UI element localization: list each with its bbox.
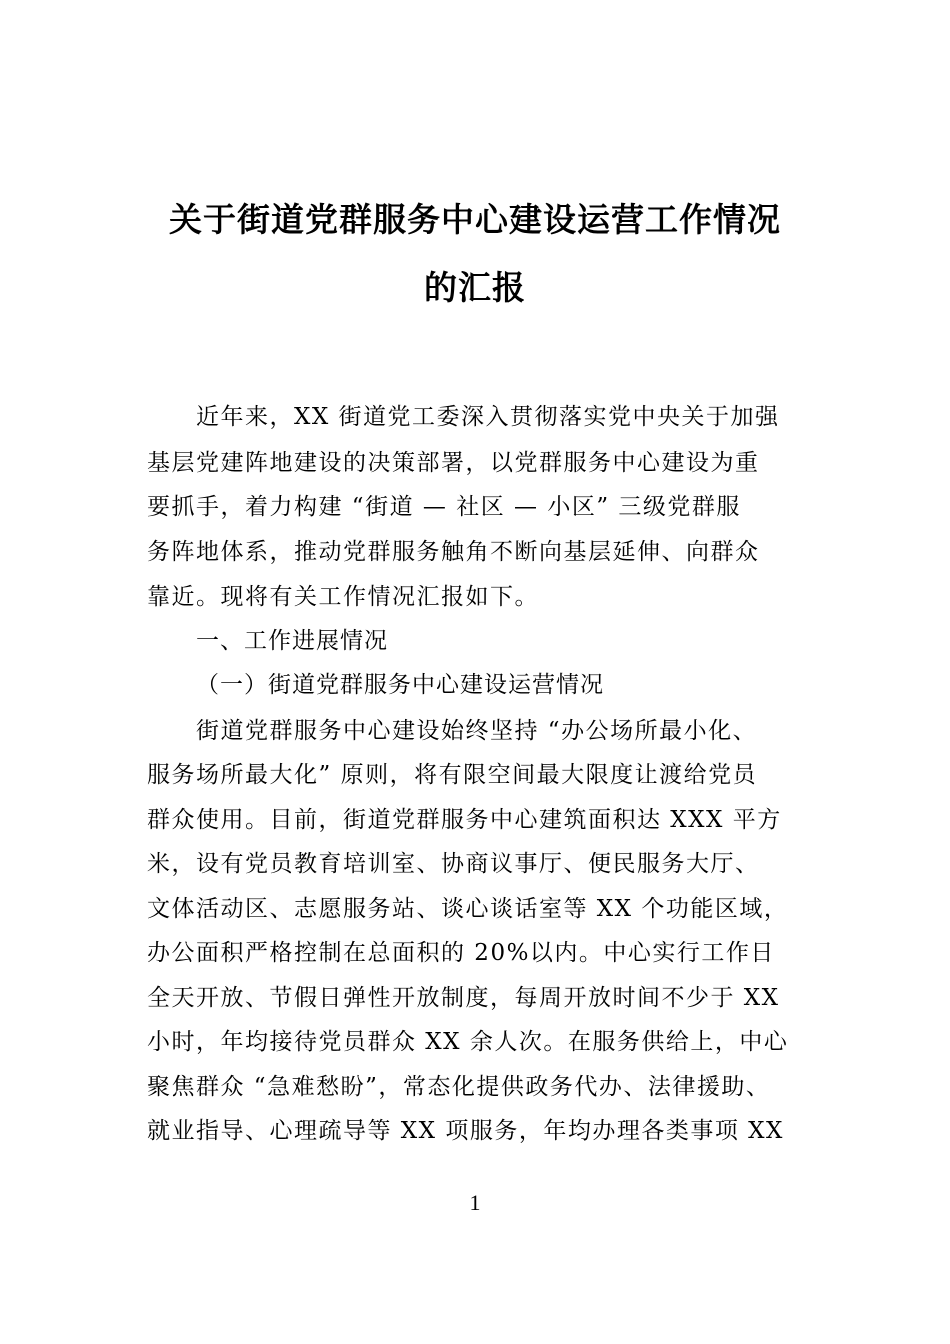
paragraph-1-line-3: 要抓手，着力构建 “街道 — 社区 — 小区” 三级党群服 [147,494,741,520]
paragraph-1-line-1: 近年来，XX 街道党工委深入贯彻落实党中央关于加强 [147,404,780,430]
paragraph-2-line-4: 米，设有党员教育培训室、协商议事厅、便民服务大厅、 [147,851,760,877]
paragraph-2-line-5: 文体活动区、志愿服务站、谈心谈话室等 XX 个功能区域， [147,896,789,922]
paragraph-1-line-5: 靠近。现将有关工作情况汇报如下。 [147,584,539,610]
document-title-line-2: 的汇报 [424,268,526,307]
paragraph-2-line-8: 小时，年均接待党员群众 XX 余人次。在服务供给上，中心 [147,1029,789,1055]
paragraph-2-line-9: 聚焦群众 “急难愁盼”，常态化提供政务代办、法律援助、 [147,1074,771,1100]
paragraph-2-line-2: 服务场所最大化” 原则，将有限空间最大限度让渡给党员 [147,762,758,788]
paragraph-2-line-7: 全天开放、节假日弹性开放制度，每周开放时间不少于 XX [147,985,780,1011]
paragraph-2-line-3: 群众使用。目前，街道党群服务中心建筑面积达 XXX 平方 [147,807,782,833]
paragraph-2-line-10: 就业指导、心理疏导等 XX 项服务，年均办理各类事项 XX [147,1118,784,1144]
paragraph-1-line-2: 基层党建阵地建设的决策部署，以党群服务中心建设为重 [147,450,760,476]
paragraph-2-line-1: 街道党群服务中心建设始终坚持 “办公场所最小化、 [147,718,758,744]
subsection-heading-1: （一）街道党群服务中心建设运营情况 [196,672,604,698]
section-heading-1: 一、工作进展情况 [196,628,388,654]
paragraph-1-line-4: 务阵地体系，推动党群服务触角不断向基层延伸、向群众 [147,539,760,565]
paragraph-2-line-6: 办公面积严格控制在总面积的 20%以内。中心实行工作日 [147,940,775,966]
document-title-line-1: 关于街道党群服务中心建设运营工作情况 [169,200,781,239]
page-number: 1 [469,1190,481,1215]
